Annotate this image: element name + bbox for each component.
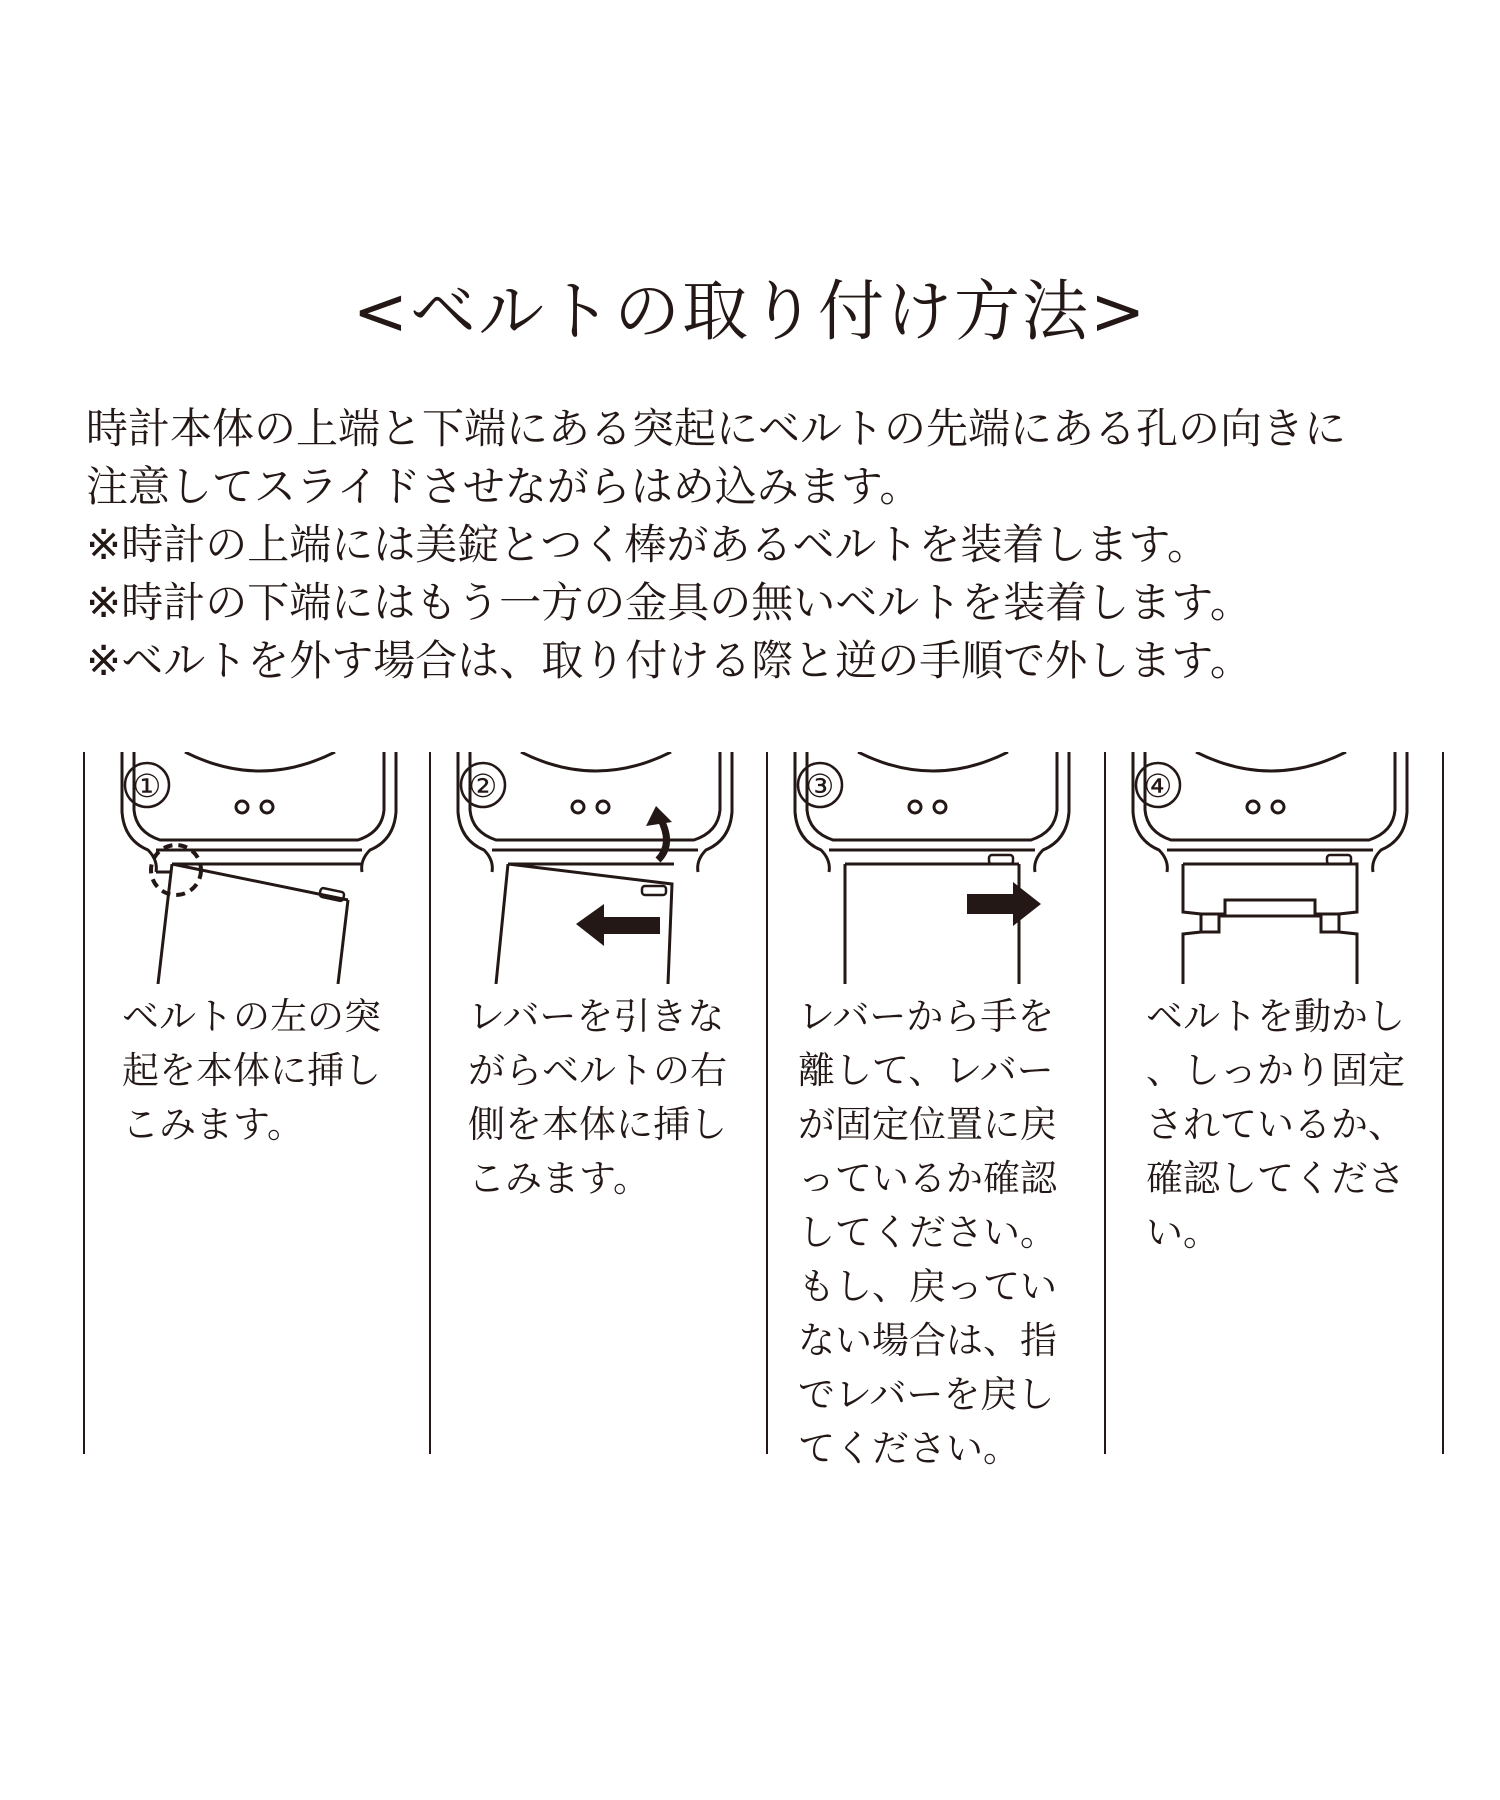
arrow-right-icon <box>967 882 1041 926</box>
column-divider <box>766 752 768 1454</box>
step-number: ③ <box>805 767 835 805</box>
arrow-up-curve-icon <box>646 806 672 826</box>
column-divider <box>1104 752 1106 1454</box>
step-4-illustration <box>1121 752 1419 984</box>
arrow-left-icon <box>576 904 660 946</box>
intro-line: 時計本体の上端と下端にある突起にベルトの先端にある孔の向きに <box>86 404 1347 453</box>
intro-line: 注意してスライドさせながらはめ込みます。 <box>86 462 922 511</box>
step-2-text: レバーを引きながらベルトの右側を本体に挿しこみます。 <box>468 995 727 1200</box>
note-line: ※時計の下端にはもう一方の金具の無いベルトを装着します。 <box>86 578 1252 627</box>
column-divider <box>1442 752 1444 1454</box>
column-divider <box>83 752 85 1454</box>
step-2-illustration <box>446 752 744 984</box>
note-line: ※時計の上端には美錠とつく棒があるベルトを装着します。 <box>86 520 1209 569</box>
step-1-illustration <box>110 752 408 984</box>
step-4-text: ベルトを動かし、しっかり固定されているか、確認してください。 <box>1146 995 1405 1254</box>
column-divider <box>429 752 431 1454</box>
highlight-circle <box>151 845 201 895</box>
intro-text <box>86 400 1466 690</box>
step-1-text: ベルトの左の突起を本体に挿しこみます。 <box>122 995 381 1146</box>
step-number: ② <box>468 767 498 805</box>
step-number: ① <box>132 767 162 805</box>
step-3-illustration <box>783 752 1081 984</box>
note-line: ※ベルトを外す場合は、取り付ける際と逆の手順で外します。 <box>86 636 1252 685</box>
page-title: <ベルトの取り付け方法> <box>352 273 1148 350</box>
step-3-text: レバーから手を離して、レバーが固定位置に戻っているか確認してください。もし、戻っていない場合は、指でレバーを戻してください。 <box>798 995 1057 1470</box>
step-number: ④ <box>1143 767 1173 805</box>
